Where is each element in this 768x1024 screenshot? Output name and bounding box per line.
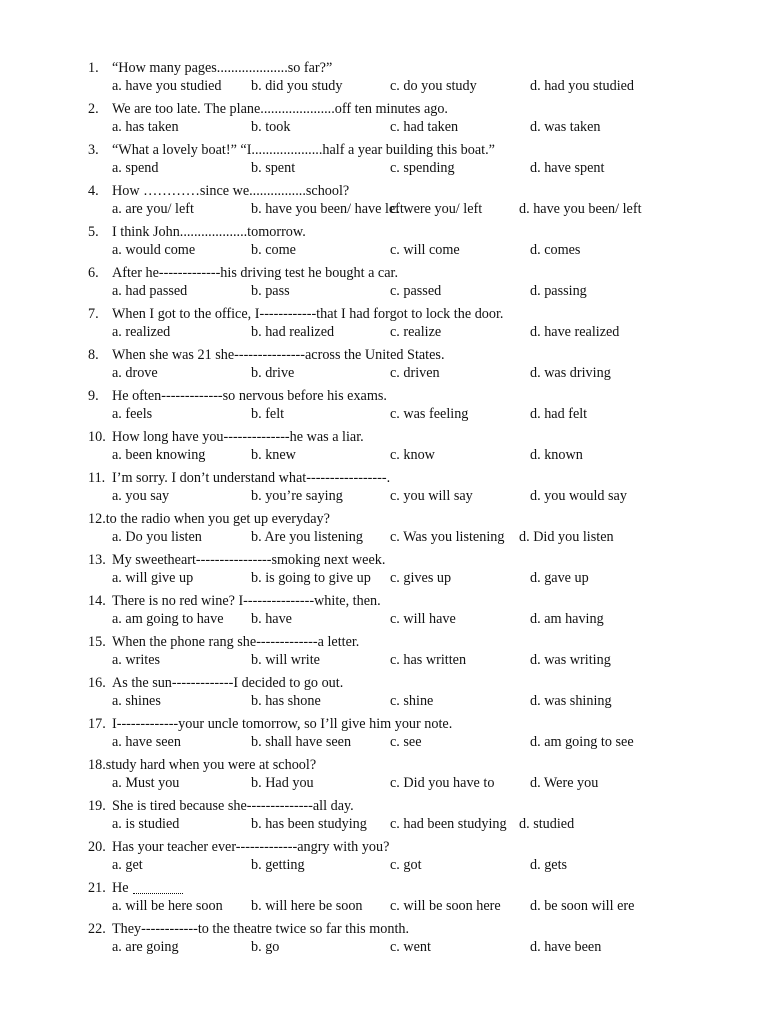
- question-text: They------------to the theatre twice so far this month.: [112, 921, 410, 937]
- option-b[interactable]: b. took: [251, 119, 291, 135]
- option-d[interactable]: d. be soon will ere: [530, 898, 635, 914]
- question-7: [0, 305, 768, 346]
- question-text: My sweetheart----------------smoking next week.: [112, 552, 386, 568]
- option-b[interactable]: b. has been studying: [251, 816, 367, 832]
- option-a[interactable]: a. will be here soon: [112, 898, 223, 914]
- option-d[interactable]: d. have you been/ left: [519, 201, 642, 217]
- option-a[interactable]: a. are you/ left: [112, 201, 194, 217]
- option-d[interactable]: d. known: [530, 447, 583, 463]
- answer-options: [0, 118, 768, 137]
- option-a[interactable]: a. Do you listen: [112, 529, 202, 545]
- option-b[interactable]: b. go: [251, 939, 280, 955]
- question-21: [0, 879, 768, 920]
- option-c[interactable]: c. you will say: [390, 488, 473, 504]
- question-text: Has your teacher ever-------------angry with you?: [112, 839, 390, 855]
- option-b[interactable]: b. Are you listening: [251, 529, 363, 545]
- question-number: 11.: [88, 470, 106, 486]
- question-5: [0, 223, 768, 264]
- option-b[interactable]: b. pass: [251, 283, 290, 299]
- option-b[interactable]: b. have: [251, 611, 292, 627]
- question-9: [0, 387, 768, 428]
- question-11: [0, 469, 768, 510]
- question-number: 2.: [88, 101, 99, 117]
- option-a[interactable]: a. had passed: [112, 283, 188, 299]
- option-a[interactable]: a. get: [112, 857, 143, 873]
- question-number: 20.: [88, 839, 106, 855]
- option-d[interactable]: d. was writing: [530, 652, 611, 668]
- option-c[interactable]: c. was feeling: [390, 406, 469, 422]
- question-text: We are too late. The plane.....................off ten minutes ago.: [112, 101, 448, 117]
- option-a[interactable]: a. are going: [112, 939, 179, 955]
- option-d[interactable]: d. have realized: [530, 324, 620, 340]
- option-b[interactable]: b. had realized: [251, 324, 335, 340]
- option-a[interactable]: a. writes: [112, 652, 161, 668]
- option-d[interactable]: d. was shining: [530, 693, 612, 709]
- question-2: [0, 100, 768, 141]
- option-d[interactable]: d. gets: [530, 857, 568, 873]
- answer-options: [0, 364, 768, 383]
- option-a[interactable]: a. am going to have: [112, 611, 224, 627]
- question-text: I’m sorry. I don’t understand what-----------------.: [112, 470, 391, 486]
- option-c[interactable]: c. has written: [390, 652, 467, 668]
- option-a[interactable]: a. spend: [112, 160, 159, 176]
- option-b[interactable]: b. you’re saying: [251, 488, 343, 504]
- question-18: [0, 756, 768, 797]
- question-4: [0, 182, 768, 223]
- question-number: 21.: [88, 880, 106, 896]
- option-b[interactable]: b. come: [251, 242, 296, 258]
- option-d[interactable]: d. am having: [530, 611, 604, 627]
- answer-options: [0, 692, 768, 711]
- option-c[interactable]: c. shine: [390, 693, 434, 709]
- question-10: [0, 428, 768, 469]
- question-number: 15.: [88, 634, 106, 650]
- option-c[interactable]: c. got: [390, 857, 422, 873]
- option-a[interactable]: a. has taken: [112, 119, 179, 135]
- question-list: [0, 59, 768, 961]
- question-number: 13.: [88, 552, 106, 568]
- option-d[interactable]: d. have been: [530, 939, 602, 955]
- option-c[interactable]: c. were you/ left: [390, 201, 483, 217]
- question-14: [0, 592, 768, 633]
- answer-options: [0, 282, 768, 301]
- question-text: I-------------your uncle tomorrow, so I’ll give him your note.: [112, 716, 453, 732]
- question-19: [0, 797, 768, 838]
- option-a[interactable]: a. shines: [112, 693, 161, 709]
- answer-options: [0, 651, 768, 670]
- question-number: 19.: [88, 798, 106, 814]
- option-c[interactable]: c. had taken: [390, 119, 459, 135]
- question-17: [0, 715, 768, 756]
- question-text: to the radio when you get up everyday?: [105, 511, 330, 527]
- question-number: 4.: [88, 183, 99, 199]
- option-a[interactable]: a. have seen: [112, 734, 181, 750]
- question-number: 14.: [88, 593, 106, 609]
- question-text: I think John...................tomorrow.: [112, 224, 306, 240]
- option-b[interactable]: b. shall have seen: [251, 734, 352, 750]
- question-text: How long have you--------------he was a liar.: [112, 429, 364, 445]
- option-d[interactable]: d. had you studied: [530, 78, 635, 94]
- option-c[interactable]: c. will come: [390, 242, 460, 258]
- question-13: [0, 551, 768, 592]
- answer-options: [0, 323, 768, 342]
- answer-options: [0, 487, 768, 506]
- question-number: 7.: [88, 306, 99, 322]
- answer-options: [0, 938, 768, 957]
- option-c[interactable]: c. had been studying: [390, 816, 507, 832]
- question-22: [0, 920, 768, 961]
- question-text: After he-------------his driving test he bought a car.: [112, 265, 398, 281]
- question-text: “How many pages....................so far?”: [112, 60, 333, 76]
- question-number: 18.: [88, 757, 106, 773]
- option-c[interactable]: c. passed: [390, 283, 442, 299]
- question-text: There is no red wine? I---------------white, then.: [112, 593, 381, 609]
- option-c[interactable]: c. Was you listening: [390, 529, 505, 545]
- answer-options: [0, 405, 768, 424]
- option-c[interactable]: c. will be soon here: [390, 898, 501, 914]
- option-b[interactable]: b. did you study: [251, 78, 343, 94]
- question-15: [0, 633, 768, 674]
- option-c[interactable]: c. see: [390, 734, 422, 750]
- answer-options: [0, 774, 768, 793]
- option-d[interactable]: d. passing: [530, 283, 587, 299]
- answer-options: [0, 610, 768, 629]
- option-c[interactable]: c. know: [390, 447, 435, 463]
- answer-options: [0, 446, 768, 465]
- option-a[interactable]: a. realized: [112, 324, 171, 340]
- option-b[interactable]: b. has shone: [251, 693, 321, 709]
- question-1: [0, 59, 768, 100]
- answer-options: [0, 77, 768, 96]
- question-number: 10.: [88, 429, 106, 445]
- question-number: 17.: [88, 716, 106, 732]
- option-c[interactable]: c. Did you have to: [390, 775, 495, 791]
- question-text: When the phone rang she-------------a letter.: [112, 634, 360, 650]
- answer-options: [0, 897, 768, 916]
- question-number: 6.: [88, 265, 99, 281]
- question-number: 22.: [88, 921, 106, 937]
- question-text: She is tired because she--------------all day.: [112, 798, 354, 814]
- option-c[interactable]: c. will have: [390, 611, 456, 627]
- question-20: [0, 838, 768, 879]
- answer-options: [0, 569, 768, 588]
- option-b[interactable]: b. drive: [251, 365, 295, 381]
- question-stem-full: [88, 756, 316, 775]
- option-d[interactable]: d. Did you listen: [519, 529, 614, 545]
- question-text: When she was 21 she---------------across the United States.: [112, 347, 445, 363]
- answer-options: [0, 856, 768, 875]
- question-3: [0, 141, 768, 182]
- question-16: [0, 674, 768, 715]
- question-number: 12.: [88, 511, 106, 527]
- option-d[interactable]: d. you would say: [530, 488, 627, 504]
- question-text: He often-------------so nervous before his exams.: [112, 388, 387, 404]
- question-text: How …………since we................school?: [112, 183, 350, 199]
- option-a[interactable]: a. Must you: [112, 775, 180, 791]
- answer-options: [0, 241, 768, 260]
- option-b[interactable]: b. have you been/ have left: [251, 201, 404, 217]
- question-8: [0, 346, 768, 387]
- option-d[interactable]: d. am going to see: [530, 734, 634, 750]
- answer-blank: [133, 881, 183, 894]
- option-d[interactable]: d. was taken: [530, 119, 601, 135]
- question-text: “What a lovely boat!” “I....................half a year building this boat.”: [112, 142, 495, 158]
- option-a[interactable]: a. would come: [112, 242, 196, 258]
- option-a[interactable]: a. will give up: [112, 570, 194, 586]
- question-text: study hard when you were at school?: [105, 757, 317, 773]
- option-a[interactable]: a. drove: [112, 365, 158, 381]
- option-a[interactable]: a. is studied: [112, 816, 180, 832]
- option-c[interactable]: c. realize: [390, 324, 442, 340]
- question-text: He: [112, 880, 129, 896]
- option-c[interactable]: c. do you study: [390, 78, 477, 94]
- question-text: As the sun-------------I decided to go out.: [112, 675, 344, 691]
- question-number: 9.: [88, 388, 99, 404]
- option-b[interactable]: b. spent: [251, 160, 296, 176]
- question-number: 3.: [88, 142, 99, 158]
- option-a[interactable]: a. you say: [112, 488, 170, 504]
- answer-options: [0, 733, 768, 752]
- question-stem-full: [88, 510, 330, 529]
- option-d[interactable]: d. have spent: [530, 160, 605, 176]
- answer-options: [0, 159, 768, 178]
- option-b[interactable]: b. will here be soon: [251, 898, 363, 914]
- option-b[interactable]: b. will write: [251, 652, 320, 668]
- option-c[interactable]: c. driven: [390, 365, 440, 381]
- answer-options: [0, 528, 768, 547]
- option-d[interactable]: d. gave up: [530, 570, 589, 586]
- option-b[interactable]: b. knew: [251, 447, 296, 463]
- option-d[interactable]: d. comes: [530, 242, 581, 258]
- option-b[interactable]: b. felt: [251, 406, 285, 422]
- option-b[interactable]: b. getting: [251, 857, 305, 873]
- option-b[interactable]: b. Had you: [251, 775, 314, 791]
- question-number: 5.: [88, 224, 99, 240]
- answer-options: [0, 200, 768, 219]
- option-d[interactable]: d. was driving: [530, 365, 611, 381]
- question-12: [0, 510, 768, 551]
- option-a[interactable]: a. feels: [112, 406, 153, 422]
- option-d[interactable]: d. Were you: [530, 775, 599, 791]
- option-d[interactable]: d. had felt: [530, 406, 588, 422]
- option-a[interactable]: a. been knowing: [112, 447, 206, 463]
- option-b[interactable]: b. is going to give up: [251, 570, 371, 586]
- option-c[interactable]: c. spending: [390, 160, 455, 176]
- option-a[interactable]: a. have you studied: [112, 78, 222, 94]
- question-number: 1.: [88, 60, 99, 76]
- question-6: [0, 264, 768, 305]
- option-c[interactable]: c. gives up: [390, 570, 452, 586]
- question-number: 8.: [88, 347, 99, 363]
- question-text: When I got to the office, I------------that I had forgot to lock the door.: [112, 306, 504, 322]
- option-c[interactable]: c. went: [390, 939, 431, 955]
- option-d[interactable]: d. studied: [519, 816, 575, 832]
- question-number: 16.: [88, 675, 106, 691]
- answer-options: [0, 815, 768, 834]
